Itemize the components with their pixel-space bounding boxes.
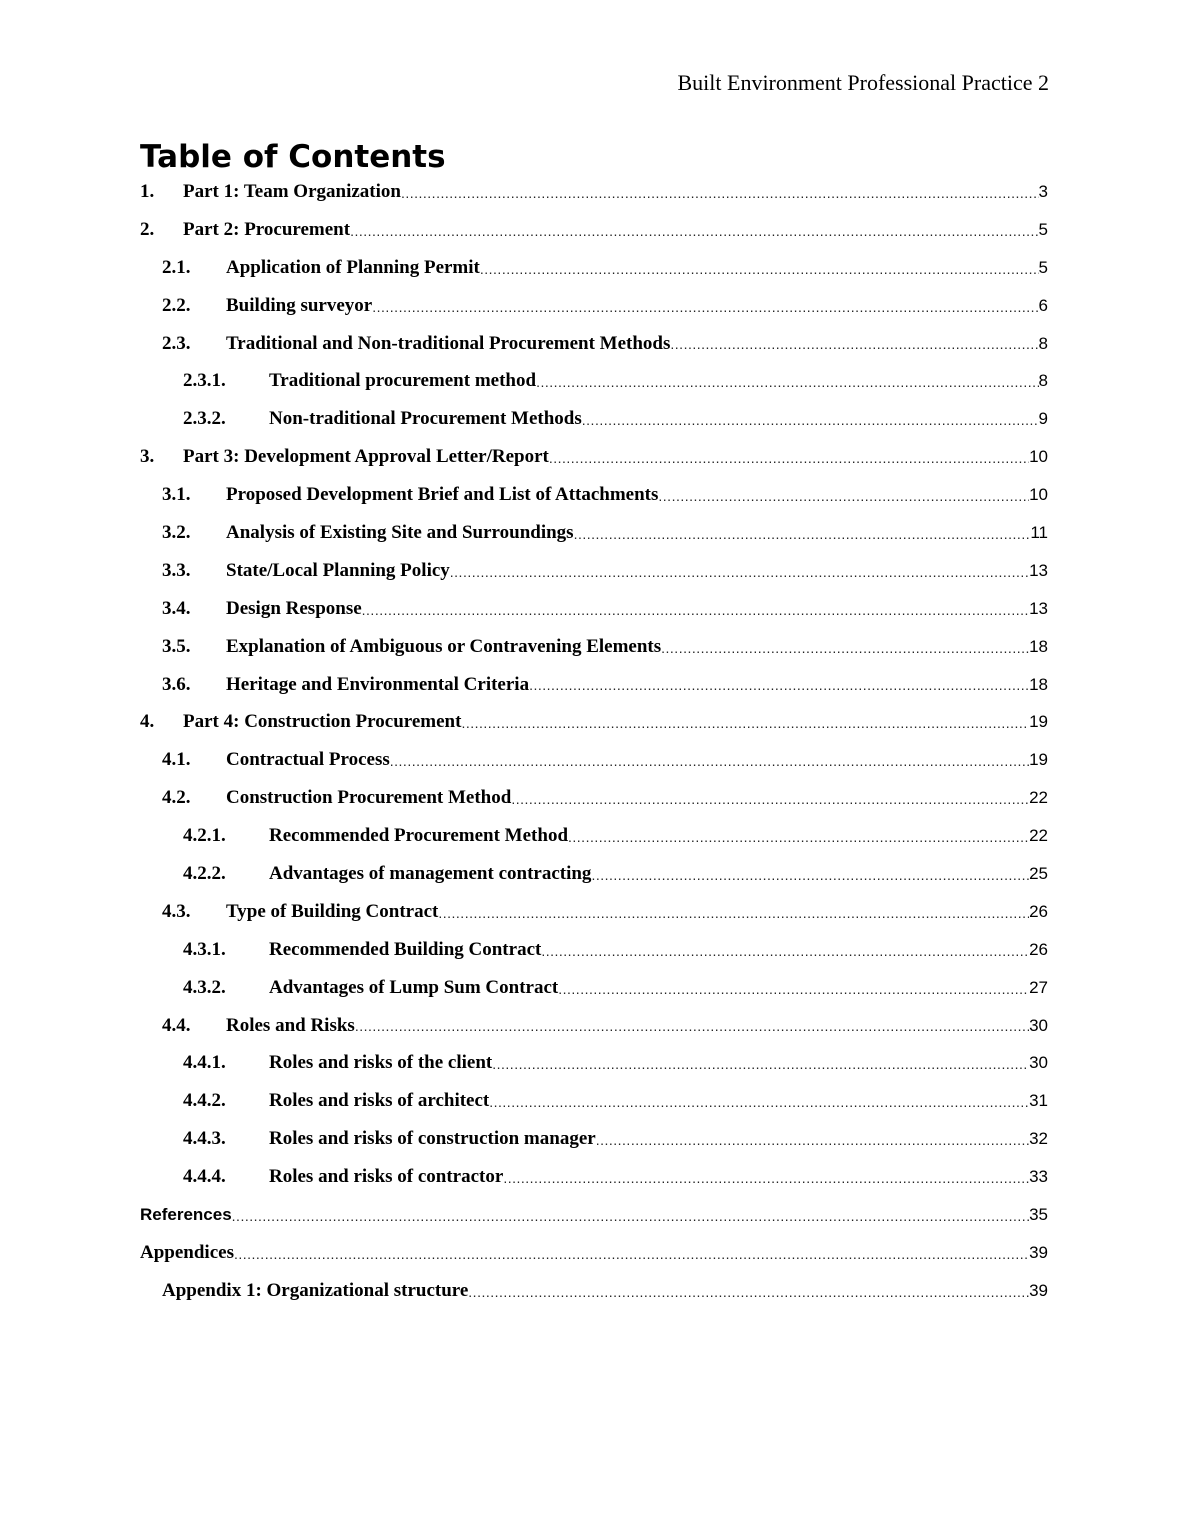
toc-entry-number: 3.3. (162, 559, 191, 581)
toc-entry-page: 27 (1029, 977, 1048, 997)
toc-entry-number: 3. (140, 446, 155, 468)
toc-entry-number: 4.4.2. (183, 1090, 226, 1112)
toc-dot-leader (541, 931, 1029, 969)
toc-entry-number: 4.4.4. (183, 1166, 226, 1188)
toc-entry-number: 4. (140, 711, 155, 733)
toc-entry-page: 26 (1029, 939, 1048, 959)
toc-title: Table of Contents (140, 139, 446, 175)
toc-entry[interactable] (140, 1044, 1048, 1082)
toc-entry-page: 11 (1030, 522, 1048, 542)
toc-dot-leader (492, 1044, 1029, 1082)
toc-entry-label: Explanation of Ambiguous or Contravening Elements (226, 635, 662, 657)
toc-dot-leader (658, 476, 1029, 514)
toc-dot-leader (591, 855, 1029, 893)
toc-entry[interactable] (140, 400, 1048, 438)
toc-dot-leader (355, 1007, 1029, 1045)
toc-entry-page: 39 (1029, 1280, 1048, 1300)
toc-entry[interactable] (140, 287, 1048, 325)
toc-entry-label: Traditional and Non-traditional Procurement Methods (226, 332, 671, 354)
toc-entry-number: 2.2. (162, 294, 191, 316)
table-of-contents (140, 173, 1048, 1310)
toc-entry-number: 4.4.1. (183, 1052, 226, 1074)
toc-dot-leader (350, 211, 1038, 249)
toc-entry-number: 2.3.2. (183, 408, 226, 430)
toc-entry[interactable] (140, 893, 1048, 931)
toc-entry-label: Advantages of Lump Sum Contract (269, 976, 559, 998)
toc-dot-leader (372, 287, 1038, 325)
toc-dot-leader (511, 779, 1029, 817)
toc-entry-number: 4.3.1. (183, 938, 226, 960)
toc-entry-number: 4.3. (162, 900, 191, 922)
toc-entry-page: 5 (1038, 219, 1048, 239)
toc-entry-page: 6 (1038, 295, 1048, 315)
toc-entry-number: 2.3. (162, 332, 191, 354)
toc-entry-page: 19 (1029, 712, 1048, 732)
toc-dot-leader (536, 362, 1038, 400)
toc-entry-label: Appendix 1: Organizational structure (162, 1279, 469, 1301)
toc-dot-leader (468, 1272, 1029, 1310)
toc-entry[interactable] (140, 362, 1048, 400)
toc-entry-label: Construction Procurement Method (226, 787, 512, 809)
toc-entry-page: 35 (1029, 1204, 1048, 1224)
toc-entry-number: 4.1. (162, 749, 191, 771)
toc-entry-number: 4.4.3. (183, 1128, 226, 1150)
toc-entry[interactable] (140, 249, 1048, 287)
toc-entry-page: 5 (1038, 257, 1048, 277)
toc-entry-page: 22 (1029, 788, 1048, 808)
toc-entry-page: 26 (1029, 901, 1048, 921)
toc-entry[interactable] (140, 1007, 1048, 1045)
toc-entry-number: 2.1. (162, 256, 191, 278)
toc-entry-page: 30 (1029, 1053, 1048, 1073)
toc-entry-appendices[interactable] (140, 1234, 1048, 1272)
toc-entry-page: 22 (1029, 826, 1048, 846)
toc-entry-label: Heritage and Environmental Criteria (226, 673, 530, 695)
toc-dot-leader (558, 969, 1029, 1007)
toc-entry-page: 10 (1029, 447, 1048, 467)
toc-entry[interactable] (140, 438, 1048, 476)
toc-entry-number: 3.5. (162, 635, 191, 657)
toc-entry-page: 9 (1038, 409, 1048, 429)
toc-entry[interactable] (140, 703, 1048, 741)
toc-dot-leader (461, 703, 1029, 741)
toc-entry[interactable] (140, 741, 1048, 779)
toc-dot-leader (450, 552, 1029, 590)
toc-entry-label: References (140, 1204, 232, 1224)
toc-entry-label: Application of Planning Permit (226, 256, 480, 278)
toc-dot-leader (670, 325, 1038, 363)
toc-dot-leader (232, 1196, 1029, 1234)
toc-entry[interactable] (140, 1120, 1048, 1158)
toc-dot-leader (549, 438, 1029, 476)
toc-entry[interactable] (140, 855, 1048, 893)
toc-dot-leader (362, 590, 1029, 628)
toc-entry-label: Appendices (140, 1241, 234, 1263)
toc-entry-number: 2. (140, 218, 155, 240)
toc-entry-page: 32 (1029, 1129, 1048, 1149)
toc-entry-number: 3.2. (162, 521, 191, 543)
toc-entry-label: Non-traditional Procurement Methods (269, 408, 582, 430)
toc-entry-label: Design Response (226, 597, 362, 619)
toc-dot-leader (661, 628, 1029, 666)
toc-entry[interactable] (140, 514, 1048, 552)
toc-entry-page: 31 (1029, 1091, 1048, 1111)
toc-entry-label: Recommended Building Contract (269, 938, 542, 960)
toc-entry-label: Advantages of management contracting (269, 862, 592, 884)
toc-entry-label: Part 3: Development Approval Letter/Report (183, 446, 549, 468)
toc-entry-number: 1. (140, 180, 155, 202)
toc-entry-label: Roles and risks of contractor (269, 1166, 504, 1188)
toc-dot-leader (503, 1158, 1029, 1196)
toc-entry[interactable] (140, 552, 1048, 590)
toc-entry-page: 13 (1029, 560, 1048, 580)
toc-entry-page: 30 (1029, 1015, 1048, 1035)
toc-entry-page: 8 (1038, 333, 1048, 353)
toc-entry-label: Building surveyor (226, 294, 373, 316)
toc-entry-label: Roles and Risks (226, 1014, 355, 1036)
toc-entry[interactable] (140, 931, 1048, 969)
toc-entry-label: Roles and risks of the client (269, 1052, 493, 1074)
toc-entry[interactable] (140, 779, 1048, 817)
toc-entry-page: 10 (1029, 485, 1048, 505)
toc-entry-page: 39 (1029, 1242, 1048, 1262)
toc-entry-label: Type of Building Contract (226, 900, 439, 922)
toc-dot-leader (582, 400, 1039, 438)
toc-dot-leader (480, 249, 1039, 287)
toc-entry-page: 33 (1029, 1167, 1048, 1187)
toc-entry-label: Contractual Process (226, 749, 390, 771)
toc-entry-number: 3.6. (162, 673, 191, 695)
toc-entry-appendix-1[interactable] (140, 1272, 1048, 1310)
toc-entry-number: 4.3.2. (183, 976, 226, 998)
toc-dot-leader (438, 893, 1029, 931)
toc-entry[interactable] (140, 211, 1048, 249)
toc-entry-number: 2.3.1. (183, 370, 226, 392)
toc-entry-number: 3.1. (162, 484, 191, 506)
toc-entry-label: Recommended Procurement Method (269, 825, 569, 847)
toc-entry[interactable] (140, 628, 1048, 666)
toc-entry[interactable] (140, 173, 1048, 211)
toc-entry-page: 18 (1029, 636, 1048, 656)
toc-entry-page: 13 (1029, 598, 1048, 618)
toc-entry-label: Proposed Development Brief and List of Attachments (226, 484, 659, 506)
toc-entry-label: Part 4: Construction Procurement (183, 711, 462, 733)
toc-entry-page: 3 (1038, 181, 1048, 201)
toc-entry-number: 4.2.2. (183, 862, 226, 884)
toc-dot-leader (568, 817, 1029, 855)
toc-dot-leader (489, 1082, 1029, 1120)
toc-dot-leader (390, 741, 1029, 779)
toc-entry-label: Roles and risks of architect (269, 1090, 490, 1112)
toc-entry-number: 4.2.1. (183, 825, 226, 847)
toc-entry-label: Part 2: Procurement (183, 218, 351, 240)
running-header: Built Environment Professional Practice 2 (677, 70, 1049, 95)
toc-entry-label: State/Local Planning Policy (226, 559, 450, 581)
toc-entry[interactable] (140, 325, 1048, 363)
toc-dot-leader (529, 666, 1029, 704)
toc-entry-number: 3.4. (162, 597, 191, 619)
toc-entry[interactable] (140, 666, 1048, 704)
toc-entry-label: Traditional procurement method (269, 370, 537, 392)
toc-entry-page: 8 (1038, 371, 1048, 391)
toc-dot-leader (401, 173, 1039, 211)
toc-entry-label: Part 1: Team Organization (183, 180, 401, 202)
toc-entry-number: 4.4. (162, 1014, 191, 1036)
toc-entry-page: 18 (1029, 674, 1048, 694)
toc-entry[interactable] (140, 969, 1048, 1007)
toc-entry[interactable] (140, 817, 1048, 855)
toc-entry-page: 25 (1029, 863, 1048, 883)
toc-entry[interactable] (140, 476, 1048, 514)
toc-entry-label: Analysis of Existing Site and Surroundings (226, 521, 574, 543)
toc-dot-leader (596, 1120, 1029, 1158)
toc-entry-page: 19 (1029, 750, 1048, 770)
toc-dot-leader (234, 1234, 1029, 1272)
toc-entry-references[interactable] (140, 1196, 1048, 1234)
toc-entry-number: 4.2. (162, 787, 191, 809)
toc-entry[interactable] (140, 1158, 1048, 1196)
toc-dot-leader (574, 514, 1031, 552)
toc-entry[interactable] (140, 1082, 1048, 1120)
toc-entry[interactable] (140, 590, 1048, 628)
toc-entry-label: Roles and risks of construction manager (269, 1128, 596, 1150)
